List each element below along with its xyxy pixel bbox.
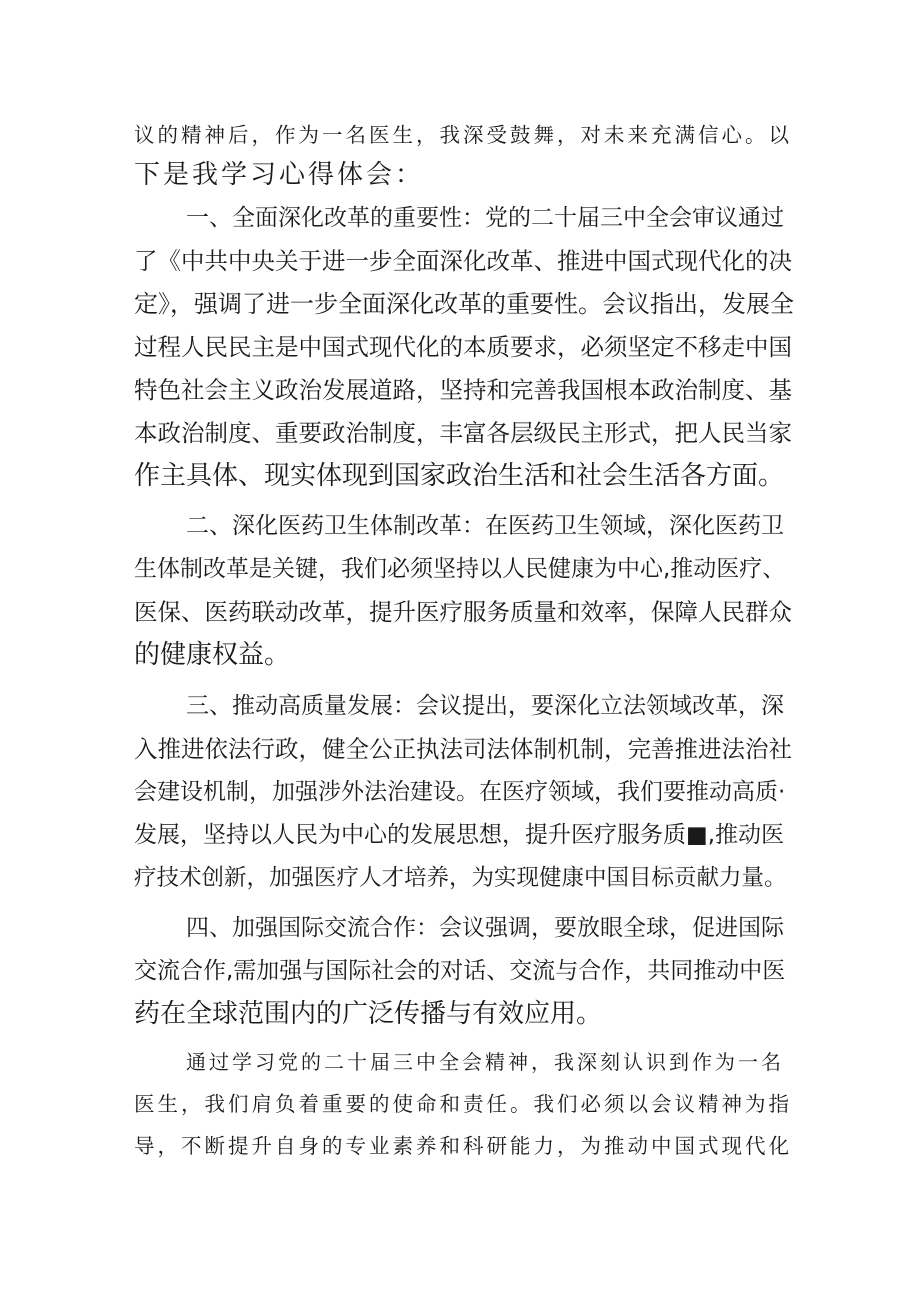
section3-line-1: 三、推动高质量发展：会议提出，要深化立法领域改革，深 <box>186 693 784 719</box>
section1-line-5: 特色社会主义政治发展道路，坚持和完善我国根本政治制度、基 <box>134 376 792 404</box>
section3-line-2: 入推进依法行政，健全公正执法司法体制机制，完善推进法治社 <box>134 735 792 763</box>
section2-line-2: 生体制改革是关键，我们必须坚持以人民健康为中心,推动医疗、 <box>134 556 786 582</box>
section3-line-4: 发展，坚持以人民为中心的发展思想，提升医疗服务质■,推动医 <box>134 822 785 848</box>
section4-line-3: 药在全球范围内的广泛传播与有效应用。 <box>134 999 603 1029</box>
section3-line-5: 疗技术创新，加强医疗人才培养，为实现健康中国目标贡献力量。 <box>134 865 787 891</box>
intro-line-2: 下是我学习心得体会： <box>134 160 425 190</box>
section1-line-2: 了《中共中央关于进一步全面深化改革、推进中国式现代化的决 <box>134 247 792 275</box>
section4-line-1: 四、加强国际交流合作：会议强调，要放眼全球，促进国际 <box>186 915 784 941</box>
section2-line-1: 二、深化医药卫生体制改革：在医药卫生领域，深化医药卫 <box>186 513 784 539</box>
section1-line-6: 本政治制度、重要政治制度，丰富各层级民主形式，把人民当家 <box>134 419 792 447</box>
intro-line-1: 议的精神后，作为一名医生，我深受鼓舞，对未来充满信心。以 <box>134 123 792 147</box>
section2-line-3: 医保、医药联动改革，提升医疗服务质量和效率，保障人民群众 <box>134 598 792 626</box>
section3-line-3: 会建设机制，加强涉外法治建设。在医疗领域，我们要推动高质· <box>134 779 786 805</box>
conclusion-line-1: 通过学习党的二十届三中全会精神，我深刻认识到作为一名 <box>186 1050 784 1074</box>
section1-line-7: 作主具体、现实体现到国家政治生活和社会生活各方面。 <box>134 461 785 491</box>
section4-line-2: 交流合作,需加强与国际社会的对话、交流与合作，共同推动中医 <box>134 958 786 984</box>
section2-line-4: 的健康权益。 <box>134 640 291 670</box>
conclusion-line-2: 医生，我们肩负着重要的使命和责任。我们必须以会议精神为指 <box>134 1092 792 1116</box>
conclusion-line-3: 导，不断提升自身的专业素养和科研能力，为推动中国式现代化 <box>134 1134 792 1158</box>
section1-line-1: 一、全面深化改革的重要性：党的二十届三中全会审议通过 <box>186 205 784 231</box>
section1-line-4: 过程人民民主是中国式现代化的本质要求，必须坚定不移走中国 <box>134 333 792 361</box>
section1-line-3: 定》，强调了进一步全面深化改革的重要性。会议指出，发展全 <box>134 290 794 318</box>
